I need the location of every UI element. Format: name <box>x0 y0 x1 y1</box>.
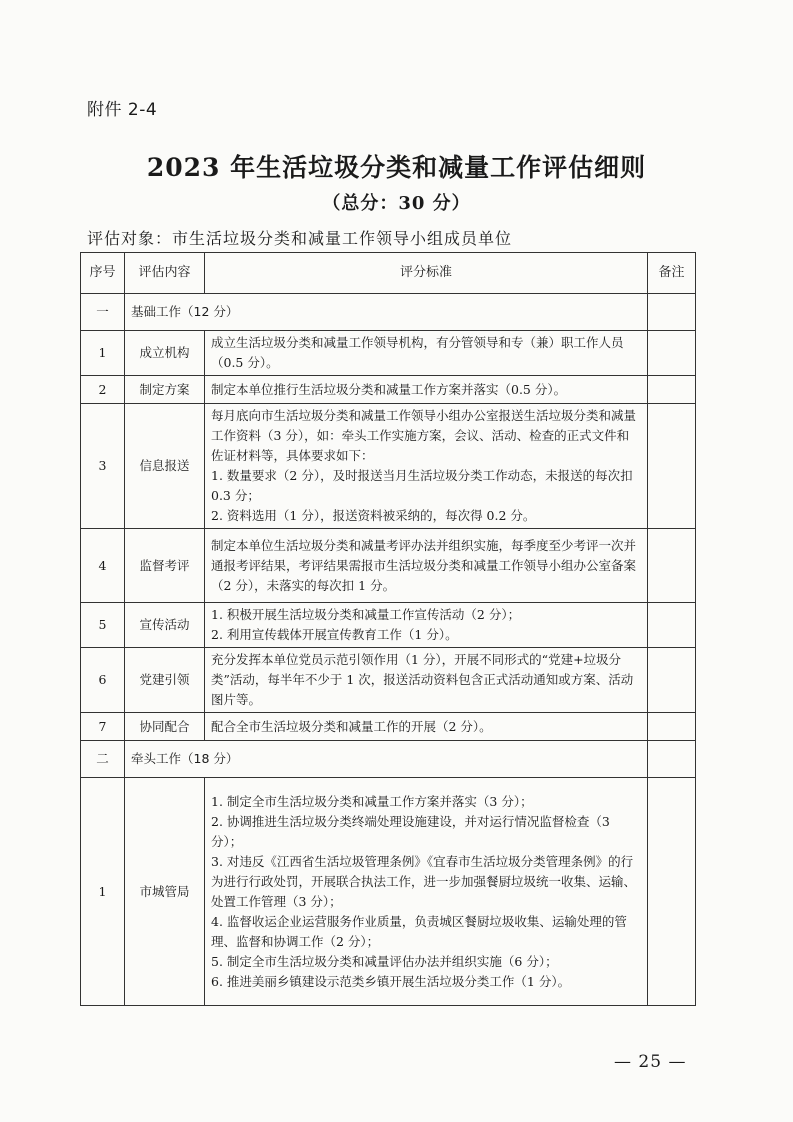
standard-line: 2. 协调推进生活垃圾分类终端处理设施建设，并对运行情况监督检查（3 分）； <box>211 813 610 849</box>
scoring-standard <box>205 648 648 713</box>
evaluation-table <box>80 252 696 1006</box>
standard-line: 制定本单位生活垃圾分类和减量考评办法并组织实施，每季度至少考评一次并通报考评结果，考评结果需报市生活垃圾分类和减量工作领导小组办公室备案（2 分），未落实的每次扣 1 分。 <box>211 537 637 593</box>
remark-cell <box>648 778 696 1006</box>
section-row <box>81 741 696 778</box>
table-row <box>81 778 696 1006</box>
row-number: 7 <box>81 713 125 741</box>
table-row <box>81 529 696 603</box>
standard-line: 3. 对违反《江西省生活垃圾管理条例》《宜春市生活垃圾分类管理条例》的行为进行行政处罚，开展联合执法工作，进一步加强餐厨垃圾统一收集、运输、处置工作管理（3 分）； <box>211 853 637 909</box>
page-number: — 25 — <box>614 1052 687 1072</box>
page-title: 2023 年生活垃圾分类和减量工作评估细则 <box>146 153 647 182</box>
row-number: 1 <box>81 331 125 376</box>
header-remark: 备注 <box>648 253 696 294</box>
section-row <box>81 294 696 331</box>
evaluation-item: 党建引领 <box>125 648 205 713</box>
table-row <box>81 648 696 713</box>
remark-cell <box>648 713 696 741</box>
header-content: 评估内容 <box>125 253 205 294</box>
standard-line: 6. 推进美丽乡镇建设示范类乡镇开展生活垃圾分类工作（1 分）。 <box>211 973 571 989</box>
evaluation-item: 信息报送 <box>125 404 205 529</box>
row-number: 2 <box>81 376 125 404</box>
remark-cell <box>648 741 696 778</box>
standard-line: 成立生活垃圾分类和减量工作领导机构，有分管领导和专（兼）职工作人员（0.5 分）。 <box>211 335 624 370</box>
standard-line: 2. 资料选用（1 分），报送资料被采纳的，每次得 0.2 分。 <box>211 508 536 523</box>
standard-line: 1. 积极开展生活垃圾分类和减量工作宣传活动（2 分）； <box>211 607 521 622</box>
table-row <box>81 404 696 529</box>
evaluation-item: 监督考评 <box>125 529 205 603</box>
evaluation-item: 协同配合 <box>125 713 205 741</box>
scoring-standard <box>205 603 648 648</box>
evaluation-item: 市城管局 <box>125 778 205 1006</box>
row-number: 6 <box>81 648 125 713</box>
scoring-standard <box>205 331 648 376</box>
header-no: 序号 <box>81 253 125 294</box>
evaluation-item: 成立机构 <box>125 331 205 376</box>
table-row <box>81 713 696 741</box>
standard-line: 2. 利用宣传载体开展宣传教育工作（1 分）。 <box>211 627 458 642</box>
attachment-label: 附件 2-4 <box>87 100 158 120</box>
table-header-row <box>81 253 696 294</box>
evaluation-item: 制定方案 <box>125 376 205 404</box>
remark-cell <box>648 603 696 648</box>
standard-line: 1. 制定全市生活垃圾分类和减量工作方案并落实（3 分）； <box>211 793 533 809</box>
evaluation-target: 评估对象：市生活垃圾分类和减量工作领导小组成员单位 <box>87 229 513 248</box>
row-number: 3 <box>81 404 125 529</box>
row-number: 4 <box>81 529 125 603</box>
standard-line: 充分发挥本单位党员示范引领作用（1 分），开展不同形式的“党建+垃圾分类”活动，每半年不少于 1 次，报送活动资料包含正式活动通知或方案、活动图片等。 <box>211 652 634 707</box>
remark-cell <box>648 376 696 404</box>
standard-line: 制定本单位推行生活垃圾分类和减量工作方案并落实（0.5 分）。 <box>211 381 567 397</box>
remark-cell <box>648 404 696 529</box>
table-row <box>81 376 696 404</box>
scoring-standard <box>205 376 648 404</box>
table-row <box>81 331 696 376</box>
scoring-standard <box>205 404 648 529</box>
section-number: 二 <box>81 741 125 778</box>
section-title: 牵头工作（18 分） <box>125 741 648 778</box>
table-row <box>81 603 696 648</box>
scoring-standard <box>205 778 648 1006</box>
remark-cell <box>648 529 696 603</box>
section-title: 基础工作（12 分） <box>125 294 648 331</box>
page-subtitle: （总分：30 分） <box>322 193 471 214</box>
remark-cell <box>648 331 696 376</box>
header-standard: 评分标准 <box>205 253 648 294</box>
remark-cell <box>648 294 696 331</box>
standard-line: 4. 监督收运企业运营服务作业质量，负责城区餐厨垃圾收集、运输处理的管理、监督和协调工作（2 分）； <box>211 913 627 949</box>
standard-line: 1. 数量要求（2 分），及时报送当月生活垃圾分类工作动态，未报送的每次扣 0.3 分； <box>211 468 633 503</box>
remark-cell <box>648 648 696 713</box>
evaluation-item: 宣传活动 <box>125 603 205 648</box>
row-number: 5 <box>81 603 125 648</box>
standard-line: 每月底向市生活垃圾分类和减量工作领导小组办公室报送生活垃圾分类和减量工作资料（3 分），如：牵头工作实施方案，会议、活动、检查的正式文件和佐证材料等，具体要求如下： <box>211 408 637 463</box>
standard-line: 配合全市生活垃圾分类和减量工作的开展（2 分）。 <box>211 718 492 734</box>
scoring-standard <box>205 713 648 741</box>
section-number: 一 <box>81 294 125 331</box>
row-number: 1 <box>81 778 125 1006</box>
scoring-standard <box>205 529 648 603</box>
standard-line: 5. 制定全市生活垃圾分类和减量评估办法并组织实施（6 分）； <box>211 953 558 969</box>
